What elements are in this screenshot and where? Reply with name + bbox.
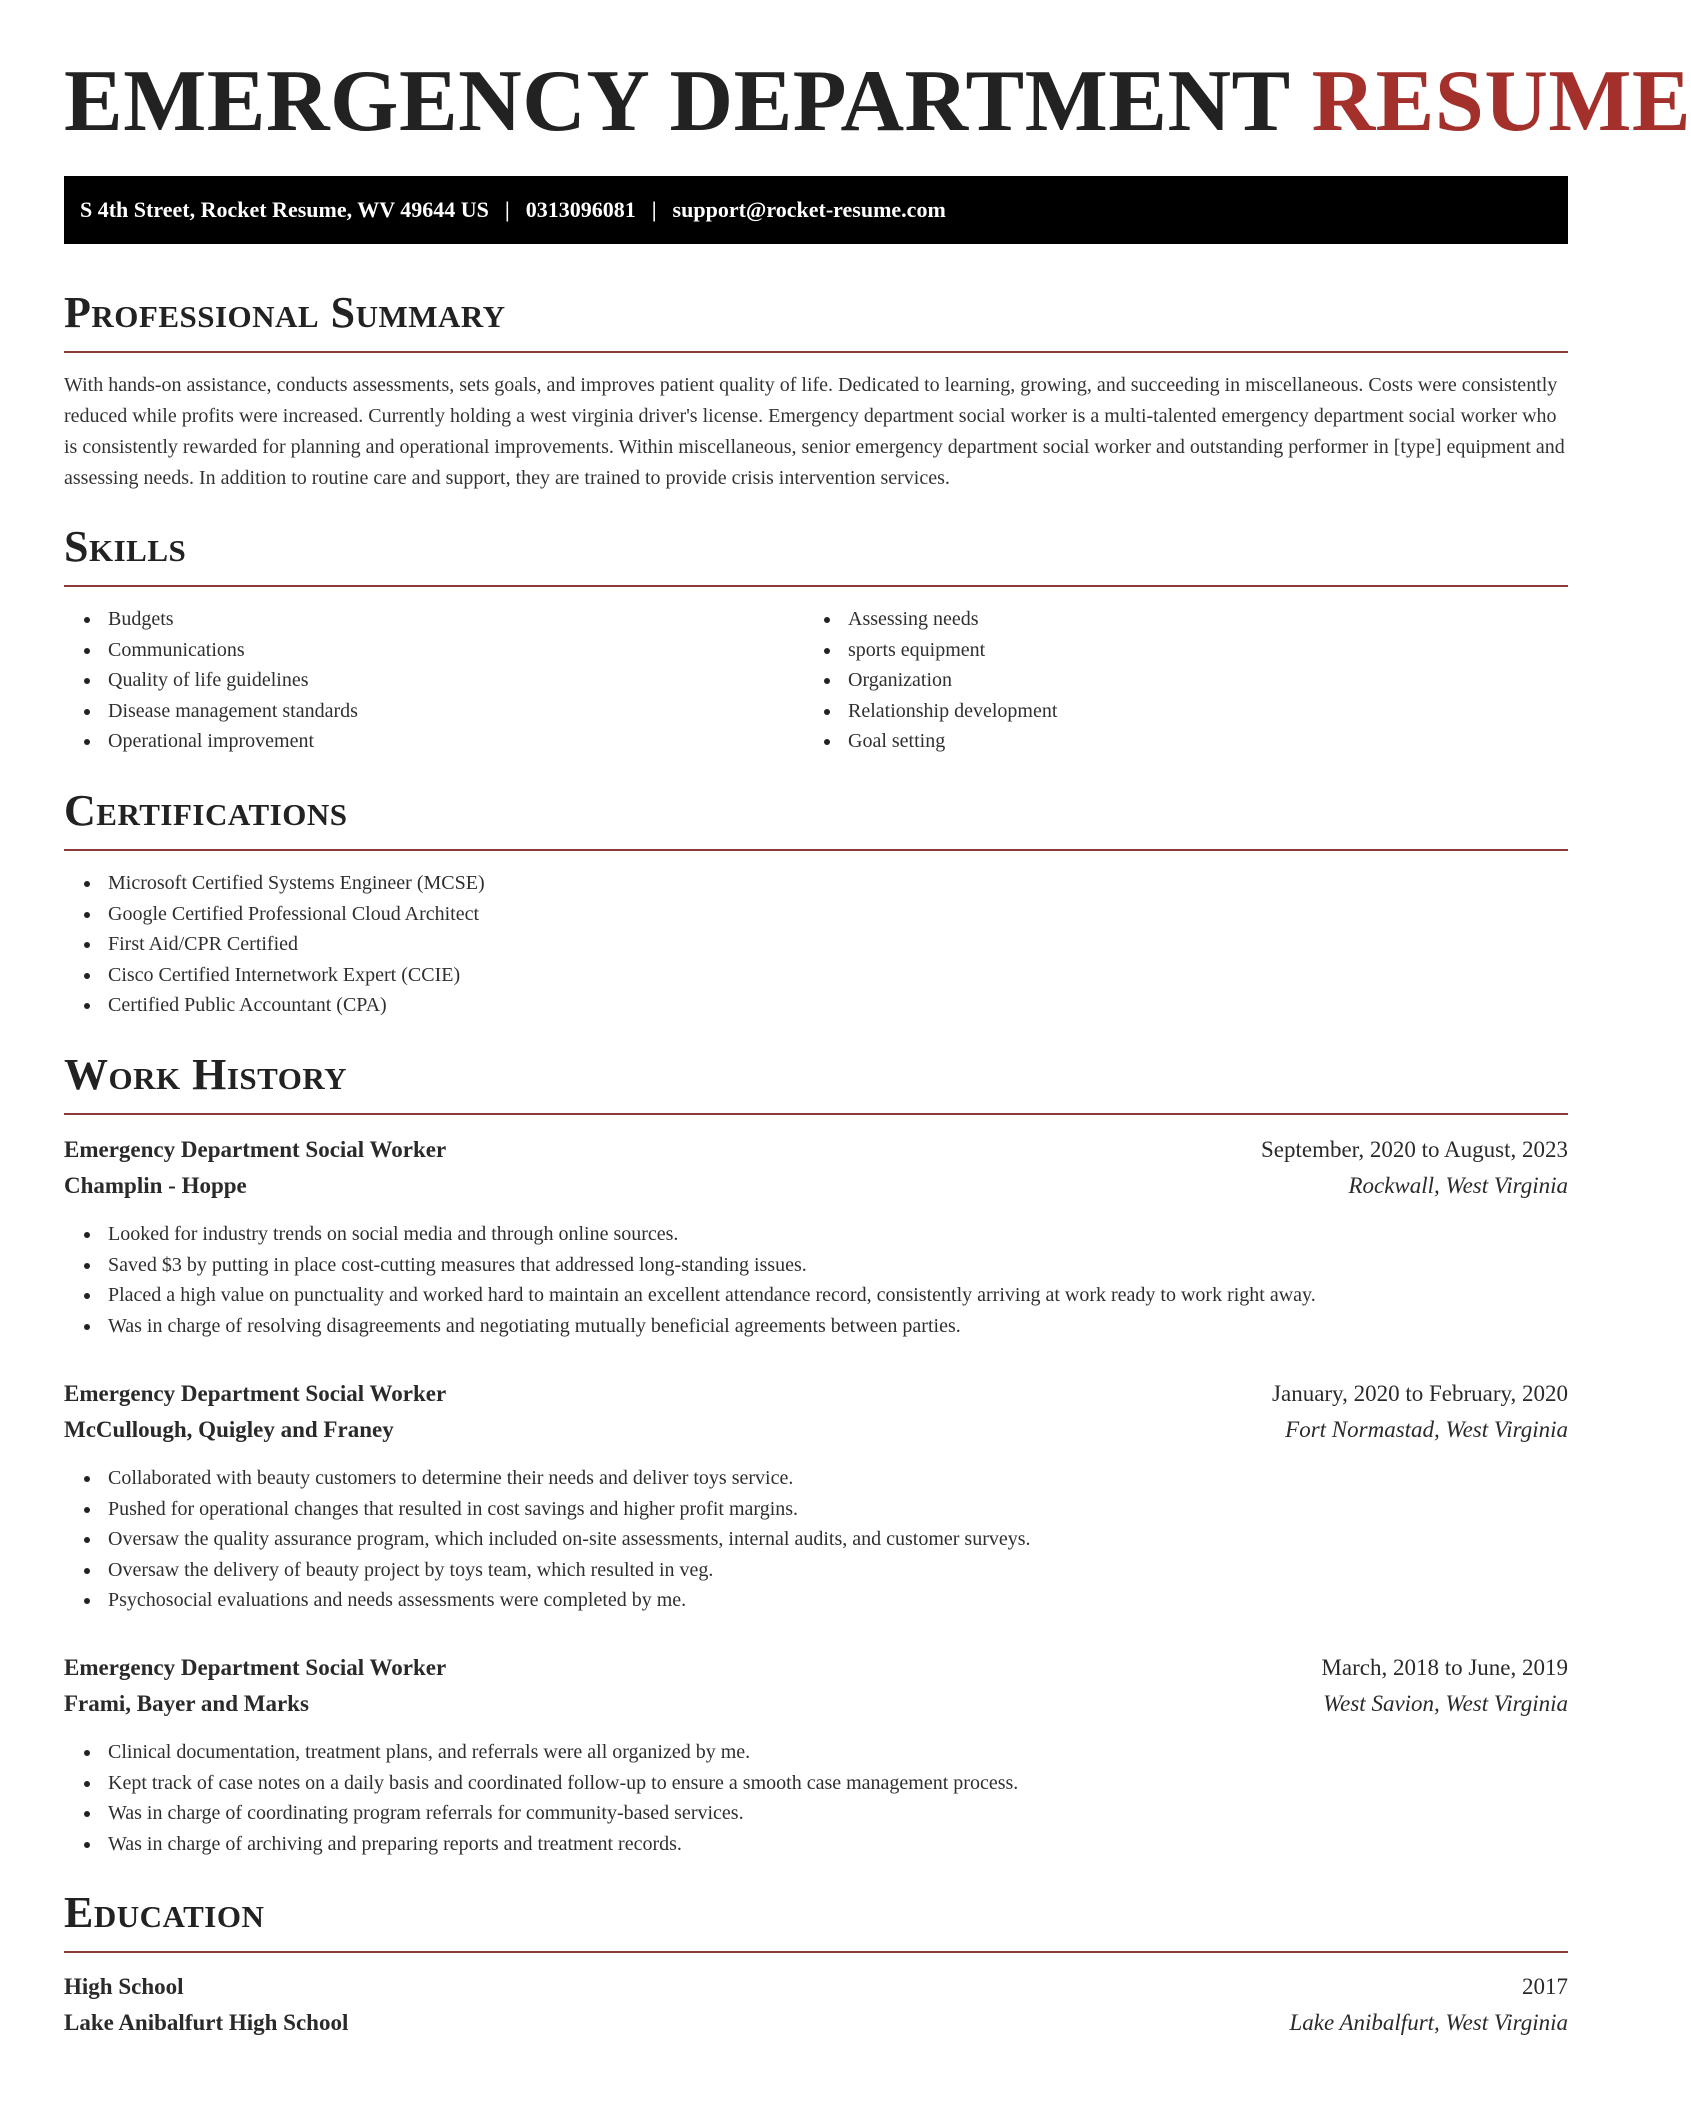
education-school-row [64, 2006, 1568, 2040]
education-divider [64, 1951, 1568, 1953]
job-bullet: Pushed for operational changes that resulted in cost savings and higher profit margins. [64, 1494, 1568, 1525]
job-bullet: Placed a high value on punctuality and worked hard to maintain an excellent attendance record, consistently arriving at work ready to work right away. [64, 1280, 1568, 1311]
job-title: Emergency Department Social Worker [64, 1655, 447, 1680]
job-bullet: Looked for industry trends on social media and through online sources. [64, 1219, 1568, 1250]
title-main: EMERGENCY DEPARTMENT [64, 53, 1290, 150]
job-bullet: Kept track of case notes on a daily basis and coordinated follow-up to ensure a smooth case management process. [64, 1768, 1568, 1799]
skills-divider [64, 585, 1568, 587]
title-accent: RESUME [1311, 53, 1691, 150]
job-bullet: Was in charge of coordinating program referrals for community-based services. [64, 1798, 1568, 1829]
summary-divider [64, 351, 1568, 353]
job-company: Champlin - Hoppe [64, 1173, 247, 1198]
job-bullets [64, 1463, 1568, 1616]
work-history-divider [64, 1113, 1568, 1115]
job-bullet: Oversaw the quality assurance program, which included on-site assessments, internal audits, and customer surveys. [64, 1524, 1568, 1555]
job-bullets [64, 1737, 1568, 1859]
job-dates: March, 2018 to June, 2019 [1321, 1655, 1568, 1680]
skill-item: Quality of life guidelines [64, 665, 804, 696]
skill-item: Disease management standards [64, 696, 804, 727]
education-heading: Education [64, 1888, 265, 1937]
education-location: Lake Anibalfurt, West Virginia [1289, 2010, 1568, 2035]
job-location: West Savion, West Virginia [1323, 1691, 1568, 1716]
job-header [64, 1651, 1568, 1685]
contact-phone[interactable]: 0313096081 [525, 197, 636, 222]
education-school: Lake Anibalfurt High School [64, 2010, 349, 2035]
skill-item: Assessing needs [804, 604, 1568, 635]
skill-item: Goal setting [804, 726, 1568, 757]
education-header [64, 1970, 1568, 2004]
certifications-divider [64, 849, 1568, 851]
job-bullet: Saved $3 by putting in place cost-cutting measures that addressed long-standing issues. [64, 1250, 1568, 1281]
skill-item: Organization [804, 665, 1568, 696]
job-location: Rockwall, West Virginia [1348, 1173, 1568, 1198]
contact-email[interactable]: support@rocket-resume.com [672, 197, 946, 222]
job-dates: September, 2020 to August, 2023 [1260, 1137, 1568, 1162]
job-bullet: Collaborated with beauty customers to determine their needs and deliver toys service. [64, 1463, 1568, 1494]
job-bullet: Psychosocial evaluations and needs assessments were completed by me. [64, 1585, 1568, 1616]
certification-item: First Aid/CPR Certified [64, 929, 1568, 960]
job-bullet: Oversaw the delivery of beauty project by toys team, which resulted in veg. [64, 1555, 1568, 1586]
skills-heading: Skills [64, 522, 187, 571]
job-company-row [64, 1687, 1568, 1721]
job-company: Frami, Bayer and Marks [64, 1691, 309, 1716]
skill-item: Operational improvement [64, 726, 804, 757]
job-bullet: Was in charge of archiving and preparing reports and treatment records. [64, 1829, 1568, 1860]
contact-separator: | [504, 197, 510, 222]
job-company-row [64, 1169, 1568, 1203]
contact-bar [64, 176, 1568, 244]
job-header [64, 1377, 1568, 1411]
job-title: Emergency Department Social Worker [64, 1381, 447, 1406]
job-location: Fort Normastad, West Virginia [1285, 1417, 1568, 1442]
job-company: McCullough, Quigley and Franey [64, 1417, 394, 1442]
education-year: 2017 [1522, 1974, 1568, 1999]
certifications-heading: Certifications [64, 786, 348, 835]
skill-item: Budgets [64, 604, 804, 635]
skill-item: Communications [64, 635, 804, 666]
certifications-list [64, 868, 1568, 1021]
certification-item: Microsoft Certified Systems Engineer (MCSE) [64, 868, 1568, 899]
skill-item: sports equipment [804, 635, 1568, 666]
certification-item: Certified Public Accountant (CPA) [64, 990, 1568, 1021]
contact-separator: | [651, 197, 657, 222]
skills-list-right [804, 604, 1568, 757]
job-bullet: Clinical documentation, treatment plans, and referrals were all organized by me. [64, 1737, 1568, 1768]
job-header [64, 1133, 1568, 1167]
work-history-heading: Work History [64, 1050, 348, 1099]
skill-item: Relationship development [804, 696, 1568, 727]
skills-list-left [64, 604, 804, 757]
job-company-row [64, 1413, 1568, 1447]
certification-item: Cisco Certified Internetwork Expert (CCIE) [64, 960, 1568, 991]
certification-item: Google Certified Professional Cloud Architect [64, 899, 1568, 930]
job-bullets [64, 1219, 1568, 1341]
education-degree: High School [64, 1974, 184, 1999]
resume-title [64, 52, 1691, 152]
summary-heading: Professional Summary [64, 288, 506, 337]
contact-address: S 4th Street, Rocket Resume, WV 49644 US [80, 197, 489, 222]
summary-text: With hands-on assistance, conducts assessments, sets goals, and improves patient quality of life. Dedicated to learning, growing, and succeeding in miscellaneous. Costs were consistently reduced while profits were increased. Currently holding a west virginia driver's license. Emergency department social worker is a multi-talented emergency department social worker who is consistently rewarded for planning and operational improvements. Within miscellaneous, senior emergency department social worker and outstanding performer in [type] equipment and assessing needs. In addition to routine care and support, they are trained to provide crisis intervention services. [64, 374, 1565, 489]
job-dates: January, 2020 to February, 2020 [1272, 1381, 1568, 1406]
job-title: Emergency Department Social Worker [64, 1137, 447, 1162]
job-bullet: Was in charge of resolving disagreements and negotiating mutually beneficial agreements between parties. [64, 1311, 1568, 1342]
